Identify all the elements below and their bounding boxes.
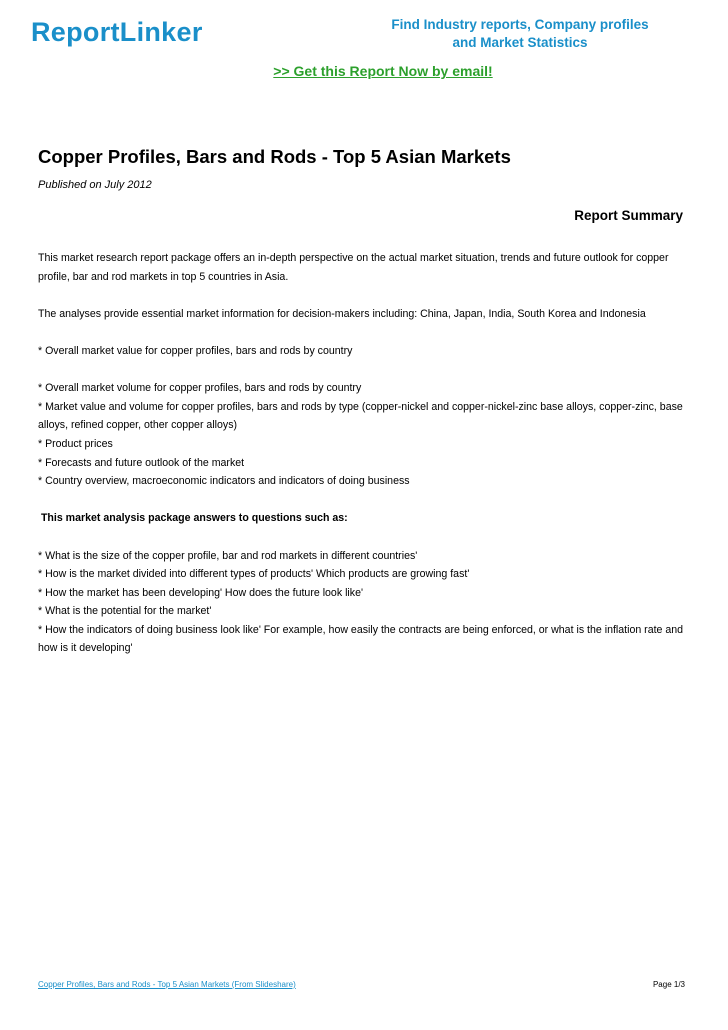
- report-title: Copper Profiles, Bars and Rods - Top 5 Asian Markets: [38, 146, 511, 167]
- header-tagline: [380, 16, 660, 52]
- bullet-item: * Country overview, macroeconomic indicators and indicators of doing business: [38, 475, 410, 488]
- reportlinker-logo[interactable]: ReportLinker: [31, 17, 203, 47]
- bullet-item: * Overall market value for copper profiles, bars and rods by country: [38, 344, 353, 357]
- page-number: Page 1/3: [652, 980, 685, 989]
- bullet-item: * Market value and volume for copper profiles, bars and rods by type (copper-nickel and copper-nickel-zinc base alloys, copper-zinc, base alloys, refined copper, other copper alloys): [38, 400, 683, 432]
- tagline-line-1: Find Industry reports, Company profiles: [391, 17, 649, 32]
- report-summary-heading: Report Summary: [574, 208, 683, 223]
- cta-bar: [0, 62, 728, 80]
- report-summary-body: [38, 249, 690, 658]
- question-item: * What is the potential for the market': [38, 605, 212, 618]
- get-report-link[interactable]: >> Get this Report Now by email!: [273, 63, 493, 79]
- intro-paragraph: This market research report package offers an in-depth perspective on the actual market situation, trends and future outlook for copper profile, bar and rod markets in top 5 countries in Asia.: [38, 252, 669, 283]
- question-item: * What is the size of the copper profile, bar and rod markets in different countries': [38, 549, 418, 562]
- question-item: * How the indicators of doing business look like' For example, how easily the contracts are being enforced, or what is the inflation rate and how is it developing': [38, 623, 684, 655]
- question-item: * How the market has been developing' How does the future look like': [38, 586, 363, 599]
- bullet-item: * Overall market volume for copper profiles, bars and rods by country: [38, 382, 362, 395]
- question-item: * How is the market divided into different types of products' Which products are growing fast': [38, 568, 470, 581]
- questions-heading: This market analysis package answers to questions such as:: [38, 512, 348, 525]
- bullet-item: * Forecasts and future outlook of the market: [38, 456, 245, 469]
- analyses-paragraph: The analyses provide essential market information for decision-makers including: China, Japan, India, South Korea and Indonesia: [38, 307, 646, 320]
- tagline-line-2: and Market Statistics: [452, 35, 588, 50]
- bullet-item: * Product prices: [38, 437, 113, 450]
- footer-source-link[interactable]: Copper Profiles, Bars and Rods - Top 5 Asian Markets (From Slideshare): [38, 980, 296, 989]
- published-date: Published on July 2012: [38, 179, 152, 191]
